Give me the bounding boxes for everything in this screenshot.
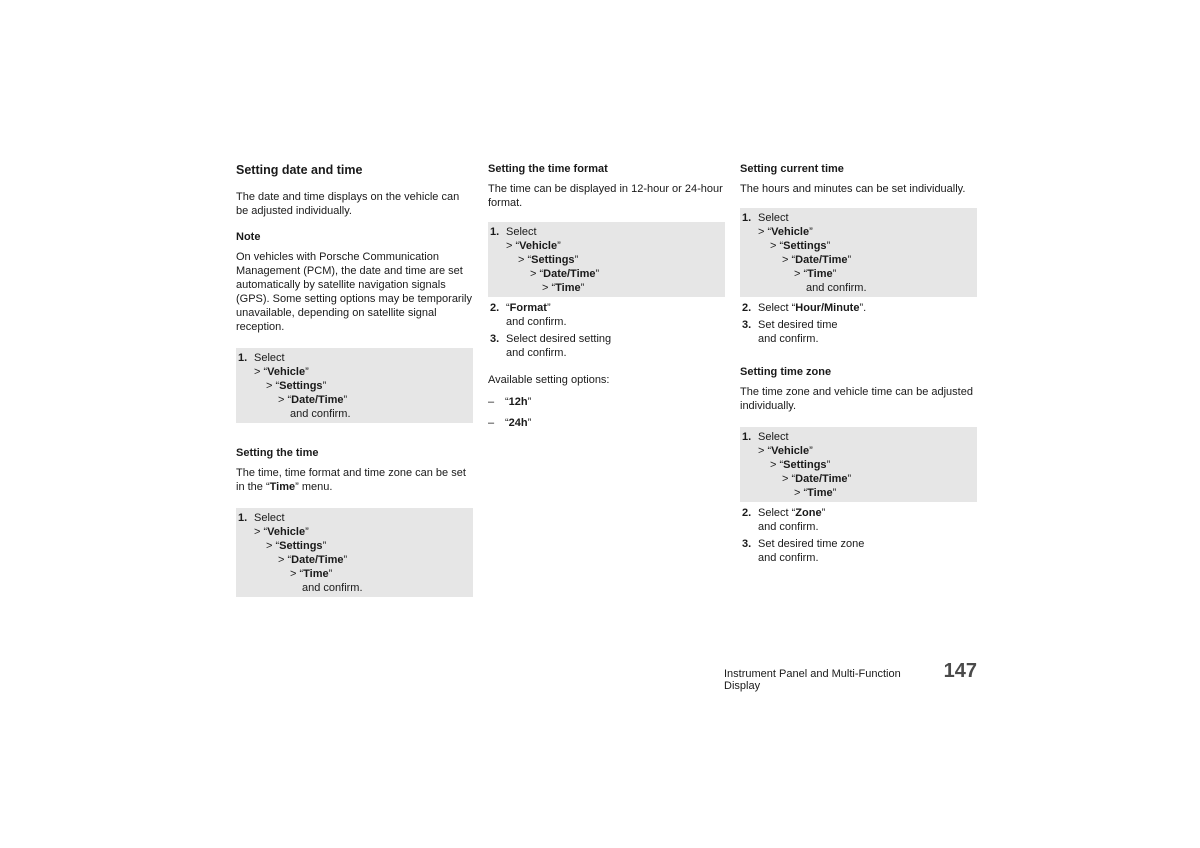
current-time-intro: The hours and minutes can be set individually. bbox=[740, 183, 966, 195]
page-footer bbox=[724, 660, 977, 692]
step-select: Select bbox=[758, 431, 789, 443]
menu-path-vehicle: > “Vehicle” bbox=[254, 526, 309, 538]
menu-path-settings: > “Settings” bbox=[266, 540, 327, 552]
confirm-text: and confirm. bbox=[290, 408, 351, 420]
column-right bbox=[740, 162, 977, 568]
column-middle bbox=[488, 162, 725, 437]
step-2-hour-minute: 2. Select “Hour/Minute”. bbox=[742, 302, 867, 314]
confirm-text: and confirm. bbox=[302, 582, 363, 594]
time-format-intro: The time can be displayed in 12-hour or 24-hour format. bbox=[488, 183, 723, 209]
confirm-text: and confirm. bbox=[806, 282, 867, 294]
options-label: Available setting options: bbox=[488, 374, 610, 386]
note-text: On vehicles with Porsche Communication Management (PCM), the date and time are set automatically by satellite navigation signals (GPS). Some setting options may be temporarily unavailable, depending on satellite signal reception. bbox=[236, 251, 472, 333]
menu-path-date-time: > “Date/Time” bbox=[278, 394, 348, 406]
step-text: Set desired time bbox=[758, 319, 838, 331]
confirm-text: and confirm. bbox=[506, 316, 567, 328]
step-select: Select bbox=[254, 352, 285, 364]
column-left bbox=[236, 162, 473, 600]
step-2-zone: 2. Select “Zone” and confirm. bbox=[742, 507, 826, 533]
section-heading-current-time: Setting current time bbox=[740, 163, 844, 175]
menu-path-settings: > “Settings” bbox=[770, 459, 831, 471]
confirm-text: and confirm. bbox=[758, 521, 819, 533]
page-number: 147 bbox=[943, 660, 977, 682]
menu-path-settings: > “Settings” bbox=[266, 380, 327, 392]
step-number: 3. bbox=[490, 333, 500, 345]
menu-path-settings: > “Settings” bbox=[770, 240, 831, 252]
section-heading-time-zone: Setting time zone bbox=[740, 366, 832, 378]
menu-path-vehicle: > “Vehicle” bbox=[506, 240, 561, 252]
step-select: Select bbox=[506, 226, 537, 238]
setting-time-text: The time, time format and time zone can be set in the “Time” menu. bbox=[236, 467, 466, 493]
step-number: 1. bbox=[742, 431, 752, 443]
section-heading-setting-time: Setting the time bbox=[236, 447, 319, 459]
confirm-text: and confirm. bbox=[506, 347, 567, 359]
instruction-box-date-time bbox=[236, 348, 473, 423]
menu-path-date-time: > “Date/Time” bbox=[278, 554, 348, 566]
menu-path-vehicle: > “Vehicle” bbox=[758, 445, 813, 457]
step-number: 3. bbox=[742, 538, 752, 550]
step-number: 1. bbox=[238, 512, 248, 524]
instruction-box-time-format bbox=[488, 222, 725, 297]
menu-path-time: > “Time” bbox=[290, 568, 333, 580]
menu-path-vehicle: > “Vehicle” bbox=[254, 366, 309, 378]
step-text: Select desired setting bbox=[506, 333, 612, 345]
section-heading-time-format: Setting the time format bbox=[488, 163, 608, 175]
menu-path-vehicle: > “Vehicle” bbox=[758, 226, 813, 238]
page-title: Setting date and time bbox=[236, 163, 363, 177]
step-number: 2. bbox=[490, 302, 500, 314]
step-number: 1. bbox=[238, 352, 248, 364]
menu-path-time: > “Time” bbox=[794, 268, 837, 280]
step-number: 3. bbox=[742, 319, 752, 331]
time-zone-intro: The time zone and vehicle time can be adjusted individually. bbox=[740, 386, 973, 412]
confirm-text: and confirm. bbox=[758, 552, 819, 564]
list-item: – “12h” bbox=[488, 396, 532, 408]
step-2-format: 2. “Format” and confirm. bbox=[490, 302, 567, 328]
intro-text: The date and time displays on the vehicle can be adjusted individually. bbox=[236, 191, 460, 217]
menu-path-time: > “Time” bbox=[542, 282, 585, 294]
step-text: Set desired time zone bbox=[758, 538, 865, 550]
step-select: Select bbox=[254, 512, 285, 524]
step-select: Select bbox=[758, 212, 789, 224]
step-number: 2. bbox=[742, 507, 752, 519]
step-3-desired-time-zone bbox=[742, 537, 977, 565]
confirm-text: and confirm. bbox=[758, 333, 819, 345]
footer-section-title: Instrument Panel and Multi-Function Display bbox=[724, 668, 901, 692]
step-number: 1. bbox=[490, 226, 500, 238]
instruction-box-time bbox=[236, 508, 473, 597]
menu-path-settings: > “Settings” bbox=[518, 254, 579, 266]
step-3-desired-time bbox=[742, 318, 977, 346]
step-3-desired-setting bbox=[490, 332, 725, 360]
note-heading: Note bbox=[236, 231, 261, 243]
instruction-box-time-zone bbox=[740, 427, 977, 502]
list-item: – “24h” bbox=[488, 417, 532, 429]
instruction-box-current-time bbox=[740, 208, 977, 297]
step-number: 1. bbox=[742, 212, 752, 224]
menu-path-date-time: > “Date/Time” bbox=[782, 473, 852, 485]
step-number: 2. bbox=[742, 302, 752, 314]
menu-path-date-time: > “Date/Time” bbox=[530, 268, 600, 280]
menu-path-date-time: > “Date/Time” bbox=[782, 254, 852, 266]
menu-path-time: > “Time” bbox=[794, 487, 837, 499]
